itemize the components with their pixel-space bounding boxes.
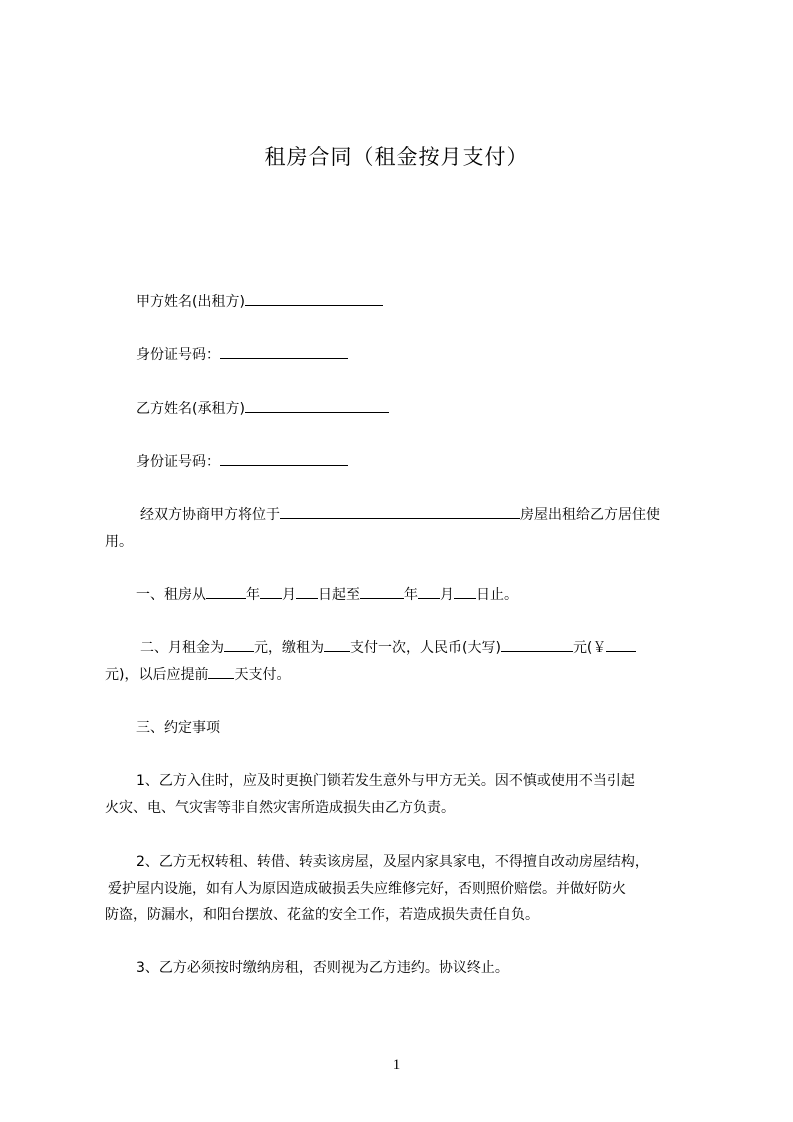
rent-period-blank bbox=[324, 637, 350, 652]
party-b-id-line bbox=[136, 451, 348, 472]
party-a-id-blank bbox=[220, 344, 348, 359]
rent-line-2 bbox=[105, 664, 290, 685]
term-end-month-blank bbox=[418, 584, 440, 599]
party-b-name-line bbox=[136, 398, 389, 419]
rent-amount-blank bbox=[224, 637, 254, 652]
term-line bbox=[136, 584, 518, 605]
term-prefix: 一、租房从 bbox=[136, 587, 206, 603]
rent-line2-start: 元)，以后应提前 bbox=[105, 667, 209, 683]
term-end-day-blank bbox=[454, 584, 476, 599]
page-title: 租房合同（租金按月支付） bbox=[264, 145, 529, 169]
party-b-name-blank bbox=[245, 398, 389, 413]
location-suffix: 房屋出租给乙方居住使 bbox=[520, 507, 660, 523]
party-a-id-label: 身份证号码： bbox=[136, 347, 220, 363]
party-b-name-label: 乙方姓名(承租方) bbox=[136, 401, 245, 417]
term-start-year-blank bbox=[206, 584, 246, 599]
term-start-day-blank bbox=[296, 584, 318, 599]
page-number: 1 bbox=[392, 1057, 401, 1073]
term-end-year-blank bbox=[360, 584, 404, 599]
location-intro: 经双方协商甲方将位于 bbox=[140, 507, 280, 523]
rent-yuan-label: 元，缴租为 bbox=[254, 640, 324, 656]
clause-3: 3、乙方必须按时缴纳房租，否则视为乙方违约。协议终止。 bbox=[136, 960, 509, 976]
clause-1-line-2: 火灾、电、气灾害等非自然灾害所造成损失由乙方负责。 bbox=[105, 800, 455, 816]
party-a-name-line bbox=[136, 291, 383, 312]
party-a-id-line bbox=[136, 344, 348, 365]
rent-days-blank bbox=[208, 664, 234, 679]
section-3-heading: 三、约定事项 bbox=[136, 720, 220, 736]
term-start-month-blank bbox=[260, 584, 282, 599]
rent-yuan-cny-label: 元(￥ bbox=[572, 640, 607, 656]
party-b-id-blank bbox=[220, 451, 348, 466]
location-line bbox=[140, 504, 660, 525]
party-a-name-label: 甲方姓名(出租方) bbox=[136, 294, 245, 310]
clause-1-line-1: 1、乙方入住时，应及时更换门锁若发生意外与甲方无关。因不慎或使用不当引起 bbox=[136, 773, 635, 789]
term-month-label: 月 bbox=[282, 587, 296, 603]
clause-2-line-2: 爱护屋内设施，如有人为原因造成破损丢失应维修完好，否则照价赔偿。并做好防火 bbox=[108, 881, 626, 897]
rent-line-1 bbox=[140, 637, 636, 658]
party-a-name-blank bbox=[245, 291, 383, 306]
location-continued: 用。 bbox=[105, 534, 133, 550]
term-end-year-label: 年 bbox=[404, 587, 418, 603]
clause-2-line-3: 防盗，防漏水，和阳台摆放、花盆的安全工作，若造成损失责任自负。 bbox=[105, 907, 539, 923]
term-day-to-label: 日起至 bbox=[318, 587, 360, 603]
term-end-label: 日止。 bbox=[476, 587, 518, 603]
rent-cny-blank bbox=[606, 637, 636, 652]
term-end-month-label: 月 bbox=[440, 587, 454, 603]
location-continued-line bbox=[105, 532, 133, 552]
rent-pay-once-label: 支付一次，人民币(大写) bbox=[350, 640, 501, 656]
rent-prefix: 二、月租金为 bbox=[140, 640, 224, 656]
term-year-label: 年 bbox=[246, 587, 260, 603]
clause-2-line-1: 2、乙方无权转租、转借、转卖该房屋，及屋内家具家电，不得擅自改动房屋结构， bbox=[136, 854, 649, 870]
party-b-id-label: 身份证号码： bbox=[136, 454, 220, 470]
location-blank bbox=[280, 504, 520, 519]
rent-line2-end: 天支付。 bbox=[234, 667, 291, 683]
rent-uppercase-blank bbox=[501, 637, 573, 652]
